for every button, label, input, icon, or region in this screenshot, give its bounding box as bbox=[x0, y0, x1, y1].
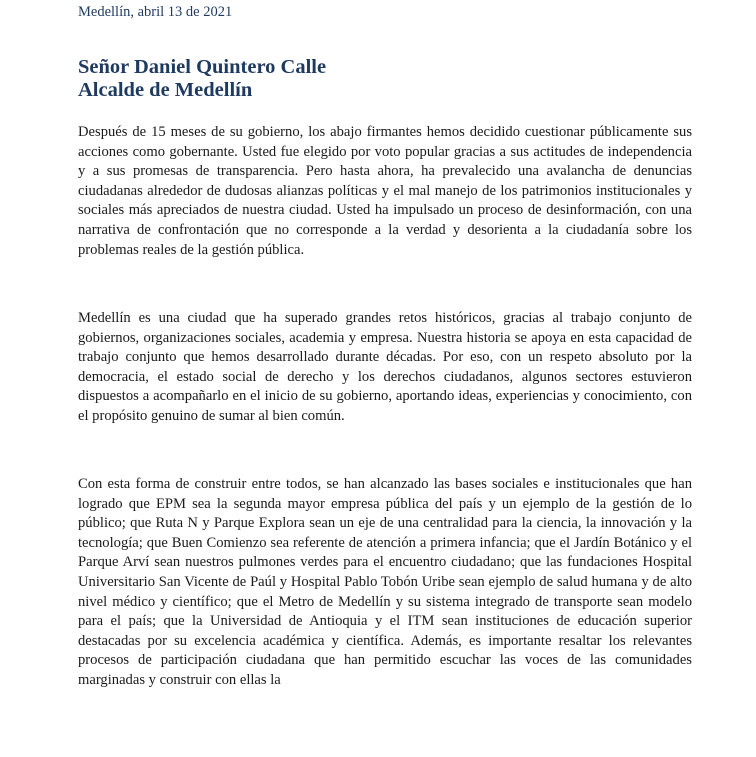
letter-paragraph-2: Medellín es una ciudad que ha superado grandes retos históricos, gracias al trabajo conjunto de gobiernos, organizaciones sociales, academia y empresa. Nuestra historia se apoya en esta capacidad de trabajo conjunto que hemos desarrollado durante décadas. Por eso, con un respeto absoluto por la democracia, el estado social de derecho y los derechos ciudadanos, algunos sectores estuvieron dispuestos a acompañarlo en el inicio de su gobierno, aportando ideas, experiencias y conocimiento, con el propósito genuino de sumar al bien común. bbox=[78, 310, 692, 424]
recipient-name: Señor Daniel Quintero Calle bbox=[78, 56, 327, 78]
letter-paragraph-3: Con esta forma de construir entre todos, se han alcanzado las bases sociales e institucionales que han logrado que EPM sea la segunda mayor empresa pública del país y un ejemplo de la gestión de lo público; que Ruta N y Parque Explora sean un eje de una centralidad para la ciencia, la innovación y la tecnología; que Buen Comienzo sea referente de atención a primera infancia; que el Jardín Botánico y el Parque Arví sean nuestros pulmones verdes para el encuentro ciudadano; que las fundaciones Hospital Universitario San Vicente de Paúl y Hospital Pablo Tobón Uribe sean ejemplo de salud humana y de alto nivel médico y científico; que el Metro de Medellín y su sistema integrado de transporte sean modelo para el país; que la Universidad de Antioquia y el ITM sean instituciones de educación superior destacadas por su excelencia académica y científica. Además, es importante resaltar los relevantes procesos de participación ciudadana que han permitido escuchar las voces de las comunidades marginadas y construir con ellas la bbox=[78, 476, 692, 688]
letter-paragraph-1: Después de 15 meses de su gobierno, los abajo firmantes hemos decidido cuestionar públicamente sus acciones como gobernante. Usted fue elegido por voto popular gracias a sus actitudes de independencia y a sus promesas de transparencia. Pero hasta ahora, ha prevalecido una avalancha de denuncias ciudadanas alrededor de dudosas alianzas políticas y el mal manejo de los patrimonios institucionales y sociales más apreciados de nuestra ciudad. Usted ha impulsado un proceso de desinformación, con una narrativa de confrontación que no corresponde a la verdad y desorienta a la ciudadanía sobre los problemas reales de la gestión pública. bbox=[78, 124, 692, 258]
letter-date: Medellín, abril 13 de 2021 bbox=[78, 4, 233, 20]
recipient-title: Alcalde de Medellín bbox=[78, 79, 253, 101]
recipient-block bbox=[78, 56, 326, 102]
